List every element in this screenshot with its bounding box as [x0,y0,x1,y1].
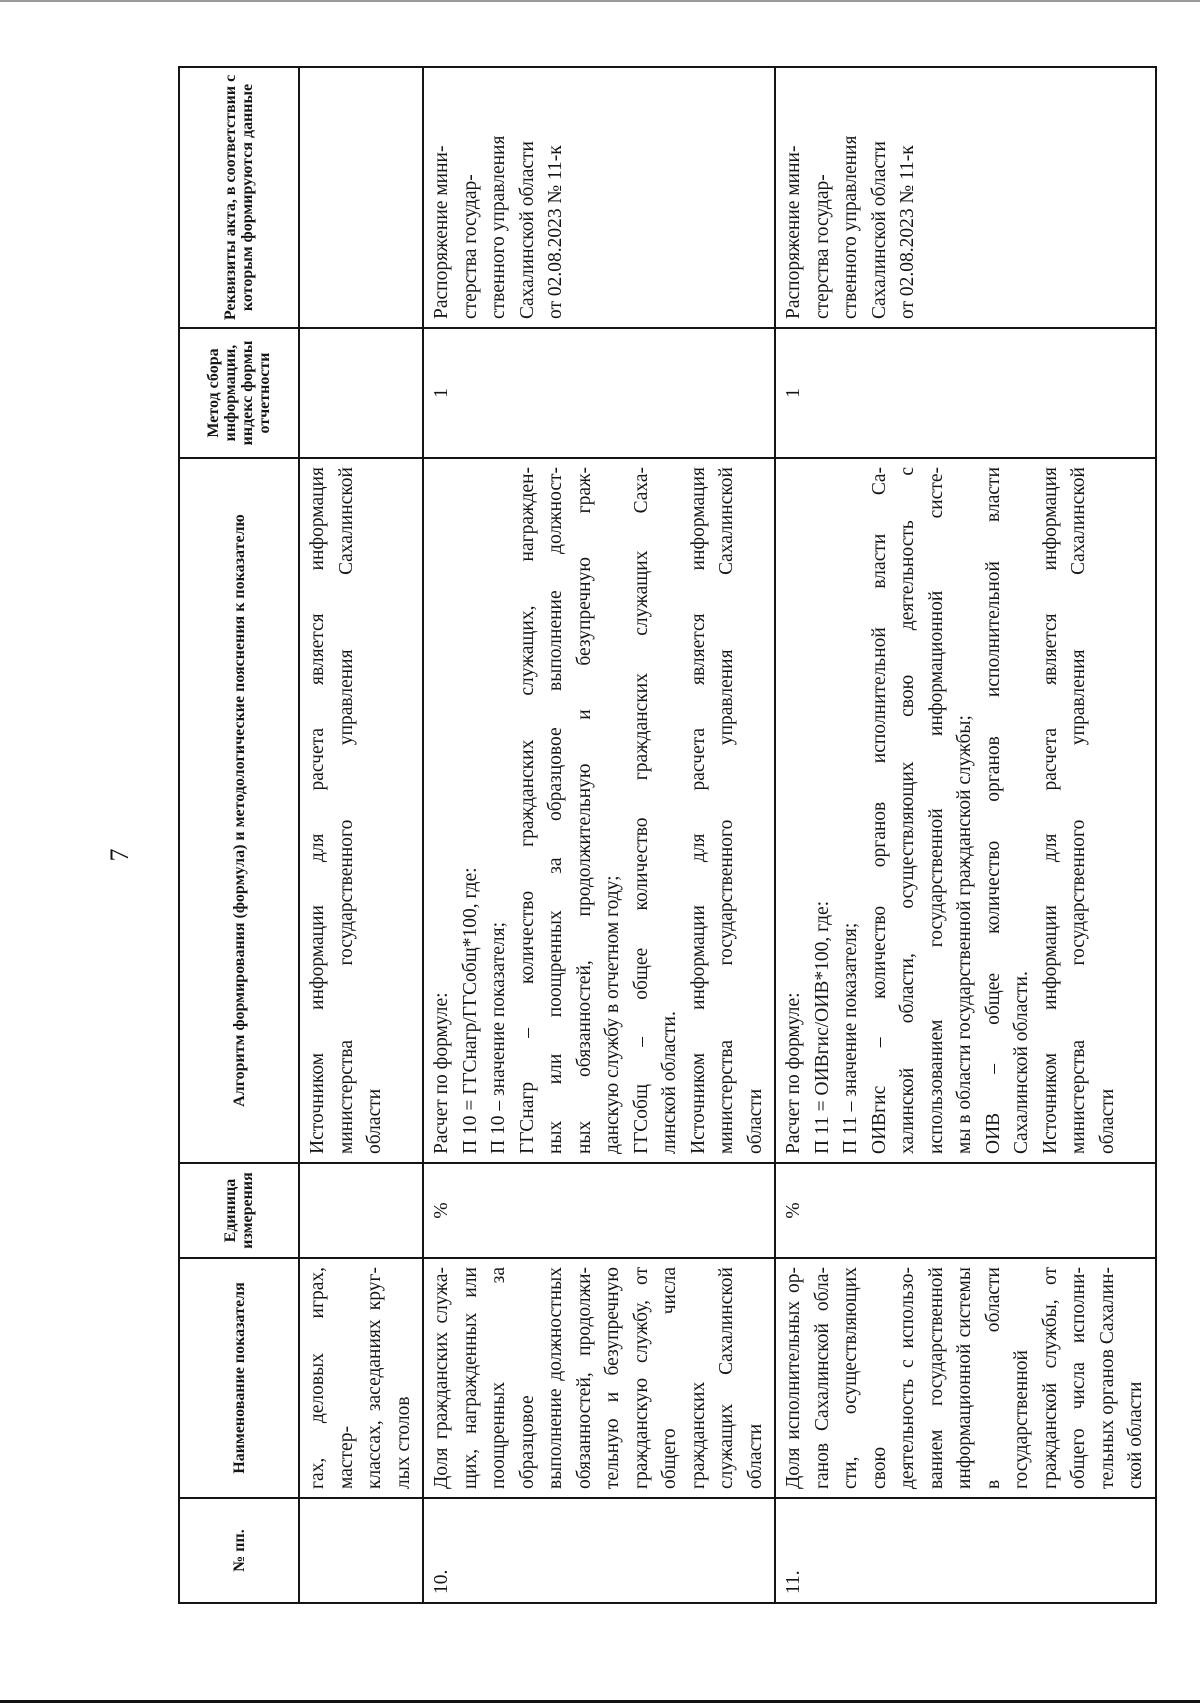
algorithm-line: Сахалинской области. [1011,971,1032,1154]
collection-method [299,328,423,458]
algorithm-line: области [1096,1088,1118,1154]
row-number: 11. [775,1498,1156,1603]
algorithm-line: ОИВ – общее количество органов исполнительной власти [982,467,1004,1154]
algorithm-line: халинской области, осуществляющих свою деятельность с [897,467,918,1154]
algorithm-line: Расчет по формуле: [431,992,452,1154]
algorithm-line: министерства государственного управления Сахалинской [335,467,357,1154]
table-row [423,67,775,1603]
algorithm-line: П 10 = ГГСнагр/ГГСобщ*100, где: [459,867,481,1154]
requisites-line: стерства государ- [459,174,481,319]
indicator-name-line: ской области [1125,1381,1146,1489]
indicator-name-line: деятельность с использо- [897,1267,918,1489]
indicator-name-line: общего числа исполни- [1068,1267,1089,1489]
algorithm-line: данскую службу в отчетном году; [602,875,623,1154]
algorithm-line: ОИВгис – количество органов исполнительной власти Са- [868,467,890,1154]
indicator-name-line: в области государственной [982,1267,1032,1489]
unit-of-measure [299,1163,423,1258]
indicator-name [423,1258,775,1498]
algorithm-description [299,458,423,1163]
table-row [775,67,1156,1603]
algorithm-line: ГГСнагр – количество гражданских служащих, награжден- [516,467,538,1154]
indicator-name-line: Доля исполнительных ор- [783,1267,804,1489]
scan-top-edge [0,0,1200,2]
algorithm-line: Источником информации для расчета является информация [1039,467,1061,1154]
indicator-name-line: служащих Сахалинской [716,1267,737,1489]
algorithm-line: министерства государственного управления Сахалинской [1068,467,1089,1154]
indicator-name-line: гражданскую службу, от [630,1267,652,1489]
indicator-name-line: щих, награжденных или [459,1267,481,1489]
requisites-line: стерства государ- [811,174,833,319]
act-requisites [423,67,775,328]
header-name: Наименование показателя [179,1258,299,1498]
indicators-table [178,66,1157,1604]
algorithm-line: П 11 – значение показателя; [840,922,861,1154]
table-header-row [179,67,299,1603]
requisites-line: Сахалинской области [516,141,538,319]
requisites-line: ственного управления [840,135,861,319]
indicator-name-line: поощренных за образцовое [488,1267,538,1489]
row-number [299,1498,423,1603]
algorithm-line: области [364,1088,385,1154]
algorithm-line: ных обязанностей, продолжительную и безупречную граж- [573,467,595,1154]
indicator-name-line: выполнение должностных [545,1267,566,1489]
indicator-name-line: тельную и безупречную [602,1267,623,1489]
indicator-name-line: классах, заседаниях круг- [364,1267,385,1489]
indicator-name-line: сти, осуществляющих свою [840,1267,890,1489]
row-number: 10. [423,1498,775,1603]
indicator-name-line: информационной системы [954,1267,975,1489]
header-unit: Единица измерения [179,1163,299,1258]
unit-of-measure: % [423,1163,775,1258]
indicator-name-line: гражданской службы, от [1039,1267,1061,1489]
indicator-name [299,1258,423,1498]
table-row [299,67,423,1603]
algorithm-line: Расчет по формуле: [783,992,804,1154]
requisites-line: от 02.08.2023 № 11-к [897,145,918,319]
algorithm-line: министерства государственного управления Сахалинской [716,467,737,1154]
indicator-name-line: ганов Сахалинской обла- [811,1267,833,1489]
collection-method: 1 [423,328,775,458]
rotated-table-container [178,68,1146,1604]
indicator-name [775,1258,1156,1498]
requisites-line: от 02.08.2023 № 11-к [545,145,566,319]
algorithm-description [775,458,1156,1163]
act-requisites [775,67,1156,328]
algorithm-line: использованием государственной информационной систе- [925,467,947,1154]
indicator-name-line: лых столов [392,1396,414,1489]
page-number: 7 [105,848,134,862]
algorithm-line: ГГСобщ – общее количество гражданских служащих Саха- [630,467,652,1154]
requisites-line: ственного управления [488,135,509,319]
algorithm-line: ных или поощренных за образцовое выполнение должност- [545,467,566,1154]
header-requisites: Реквизиты акта, в соответствии с которым формируются данные [179,67,299,328]
algorithm-line: Источником информации для расчета является информация [687,467,709,1154]
requisites-line: Распоряжение мини- [431,145,452,319]
header-num: № пп. [179,1498,299,1603]
scan-bottom-edge [0,1700,1200,1703]
algorithm-line: Источником информации для расчета является информация [307,467,328,1154]
indicator-name-line: обязанностей, продолжи- [573,1267,595,1489]
algorithm-line: П 10 – значение показателя; [488,921,509,1154]
algorithm-line: мы в области государственной гражданской службы; [954,715,975,1154]
algorithm-description [423,458,775,1163]
indicator-name-line: области [744,1423,766,1489]
indicator-name-line: Доля гражданских служа- [431,1267,452,1489]
collection-method: 1 [775,328,1156,458]
header-method: Метод сбора информации, индекс формы отчетности [179,328,299,458]
indicator-name-line: тельных органов Сахалин- [1096,1267,1118,1489]
requisites-line: Сахалинской области [868,141,890,319]
indicator-name-line: гах, деловых играх, мастер- [307,1267,357,1489]
unit-of-measure: % [775,1163,1156,1258]
act-requisites [299,67,423,328]
algorithm-line: области [744,1088,766,1154]
header-algorithm: Алгоритм формирования (формула) и методологические пояснения к показателю [179,458,299,1163]
algorithm-line: П 11 = ОИВгис/ОИВ*100, где: [811,900,833,1154]
algorithm-line: линской области. [659,1011,680,1154]
indicator-name-line: общего числа гражданских [659,1267,709,1489]
indicator-name-line: ванием государственной [925,1267,947,1489]
requisites-line: Распоряжение мини- [783,145,804,319]
